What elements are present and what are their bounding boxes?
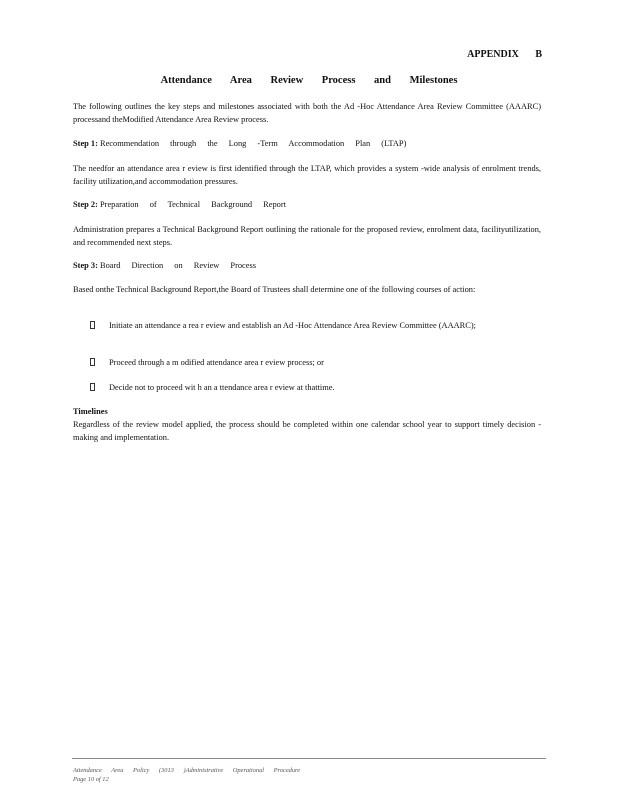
- bullet-box-icon: [90, 321, 95, 329]
- step3-heading: [73, 260, 541, 273]
- timelines-paragraph: Regardless of the review model applied, the process should be completed within one calendar school year to support timely decision -making and implementation.: [73, 420, 541, 442]
- step3-paragraph: Based onthe Technical Background Report,the Board of Trustees shall determine one of the following courses of action:: [73, 285, 476, 294]
- step2-heading: [73, 199, 541, 212]
- step3-label: Step 3:: [73, 261, 98, 270]
- footer-page-number: Page 10 of 12: [73, 776, 109, 783]
- step1-heading: [73, 138, 541, 151]
- timelines-heading: Timelines: [73, 407, 108, 416]
- footer-document-name: Attendance Area Policy (3013 )Administrative Operational Procedure: [73, 767, 301, 774]
- option-text: Proceed through a m odified attendance area r eview process; or: [109, 358, 324, 367]
- bullet-box-icon: [90, 383, 95, 391]
- step1-title: Recommendation through the Long -Term Accommodation Plan (LTAP): [100, 139, 407, 148]
- step1-label: Step 1:: [73, 139, 98, 148]
- step3-title: Board Direction on Review Process: [100, 261, 257, 270]
- intro-paragraph: The following outlines the key steps and milestones associated with both the Ad -Hoc Attendance Area Review Committee (AAARC) processand theModified Attendance Area Review process.: [73, 102, 541, 124]
- step2-paragraph: Administration prepares a Technical Background Report outlining the rationale for the proposed review, enrolment data, facilityutilization, and recommended next steps.: [73, 225, 541, 247]
- appendix-label: APPENDIX B: [467, 49, 542, 60]
- step1-paragraph: The needfor an attendance area r eview is first identified through the LTAP, which provides a system -wide analysis of enrolment trends, facility utilization,and accommodation pressures.: [73, 164, 541, 186]
- footer-divider: [72, 758, 546, 759]
- document-title: Attendance Area Review Process and Milestones: [160, 75, 458, 86]
- bullet-box-icon: [90, 358, 95, 366]
- option-text: Initiate an attendance a rea r eview and establish an Ad -Hoc Attendance Area Review Committee (AAARC);: [109, 321, 476, 330]
- option-text: Decide not to proceed wit h an a ttendance area r eview at thattime.: [109, 383, 335, 392]
- step2-label: Step 2:: [73, 200, 98, 209]
- page-footer: [73, 766, 300, 784]
- step2-title: Preparation of Technical Background Report: [100, 200, 286, 209]
